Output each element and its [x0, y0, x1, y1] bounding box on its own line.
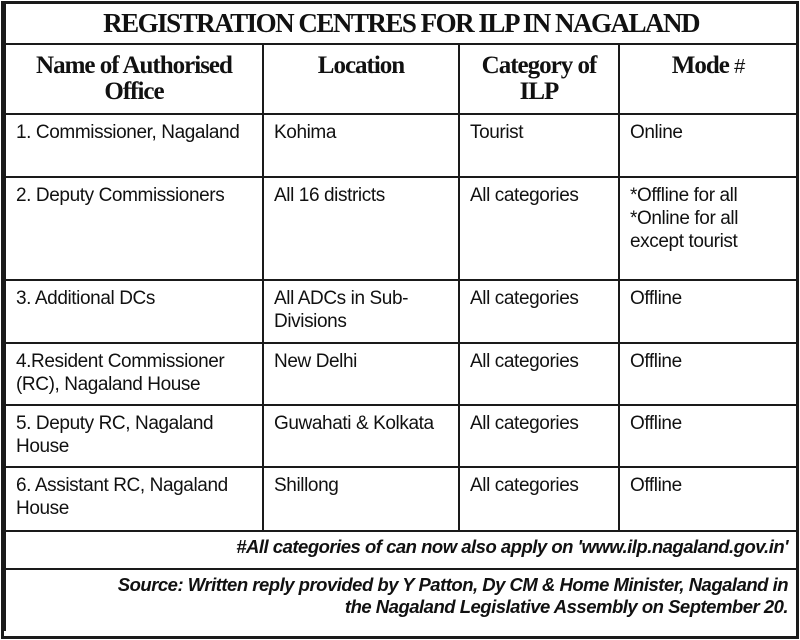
cell-category: Tourist [459, 114, 619, 177]
header-mode-label: Mode [671, 52, 729, 79]
cell-mode: Online [619, 114, 797, 177]
cell-location: Shillong [263, 467, 459, 531]
header-location: Location [263, 44, 459, 114]
table-row [5, 177, 797, 280]
cell-mode: Offline [619, 343, 797, 405]
cell-office: 1. Commissioner, Nagaland [5, 114, 263, 177]
cell-mode: Offline [619, 405, 797, 467]
header-row [5, 44, 797, 114]
cell-office: 4.Resident Commissioner (RC), Nagaland House [5, 343, 263, 405]
cell-category: All categories [459, 177, 619, 280]
header-office: Name of Authorised Office [5, 44, 263, 114]
table-title: REGISTRATION CENTRES FOR ILP IN NAGALAND [5, 4, 797, 44]
cell-mode: *Offline for all *Online for all except tourist [619, 177, 797, 280]
cell-office: 3. Additional DCs [5, 280, 263, 343]
cell-office: 5. Deputy RC, Nagaland House [5, 405, 263, 467]
header-mode-mark: # [734, 56, 745, 78]
header-mode [619, 44, 797, 114]
cell-office: 6. Assistant RC, Nagaland House [5, 467, 263, 531]
cell-category: All categories [459, 467, 619, 531]
ilp-table-figure [1, 1, 799, 639]
header-category: Category of ILP [459, 44, 619, 114]
table-row [5, 280, 797, 343]
cell-mode: Offline [619, 467, 797, 531]
cell-location: All ADCs in Sub-Divisions [263, 280, 459, 343]
cell-location: All 16 districts [263, 177, 459, 280]
cell-mode: Offline [619, 280, 797, 343]
cell-location: New Delhi [263, 343, 459, 405]
table-row [5, 114, 797, 177]
footnote: #All categories of can now also apply on 'www.ilp.nagaland.gov.in' [5, 531, 797, 569]
cell-office: 2. Deputy Commissioners [5, 177, 263, 280]
table-row [5, 467, 797, 531]
cell-location: Guwahati & Kolkata [263, 405, 459, 467]
table-row [5, 343, 797, 405]
cell-category: All categories [459, 343, 619, 405]
source-note: Source: Written reply provided by Y Patton, Dy CM & Home Minister, Nagaland in the Nagaland Legislative Assembly on September 20. [5, 569, 797, 631]
cell-category: All categories [459, 280, 619, 343]
cell-category: All categories [459, 405, 619, 467]
cell-location: Kohima [263, 114, 459, 177]
registration-centres-table [4, 4, 798, 631]
table-row [5, 405, 797, 467]
